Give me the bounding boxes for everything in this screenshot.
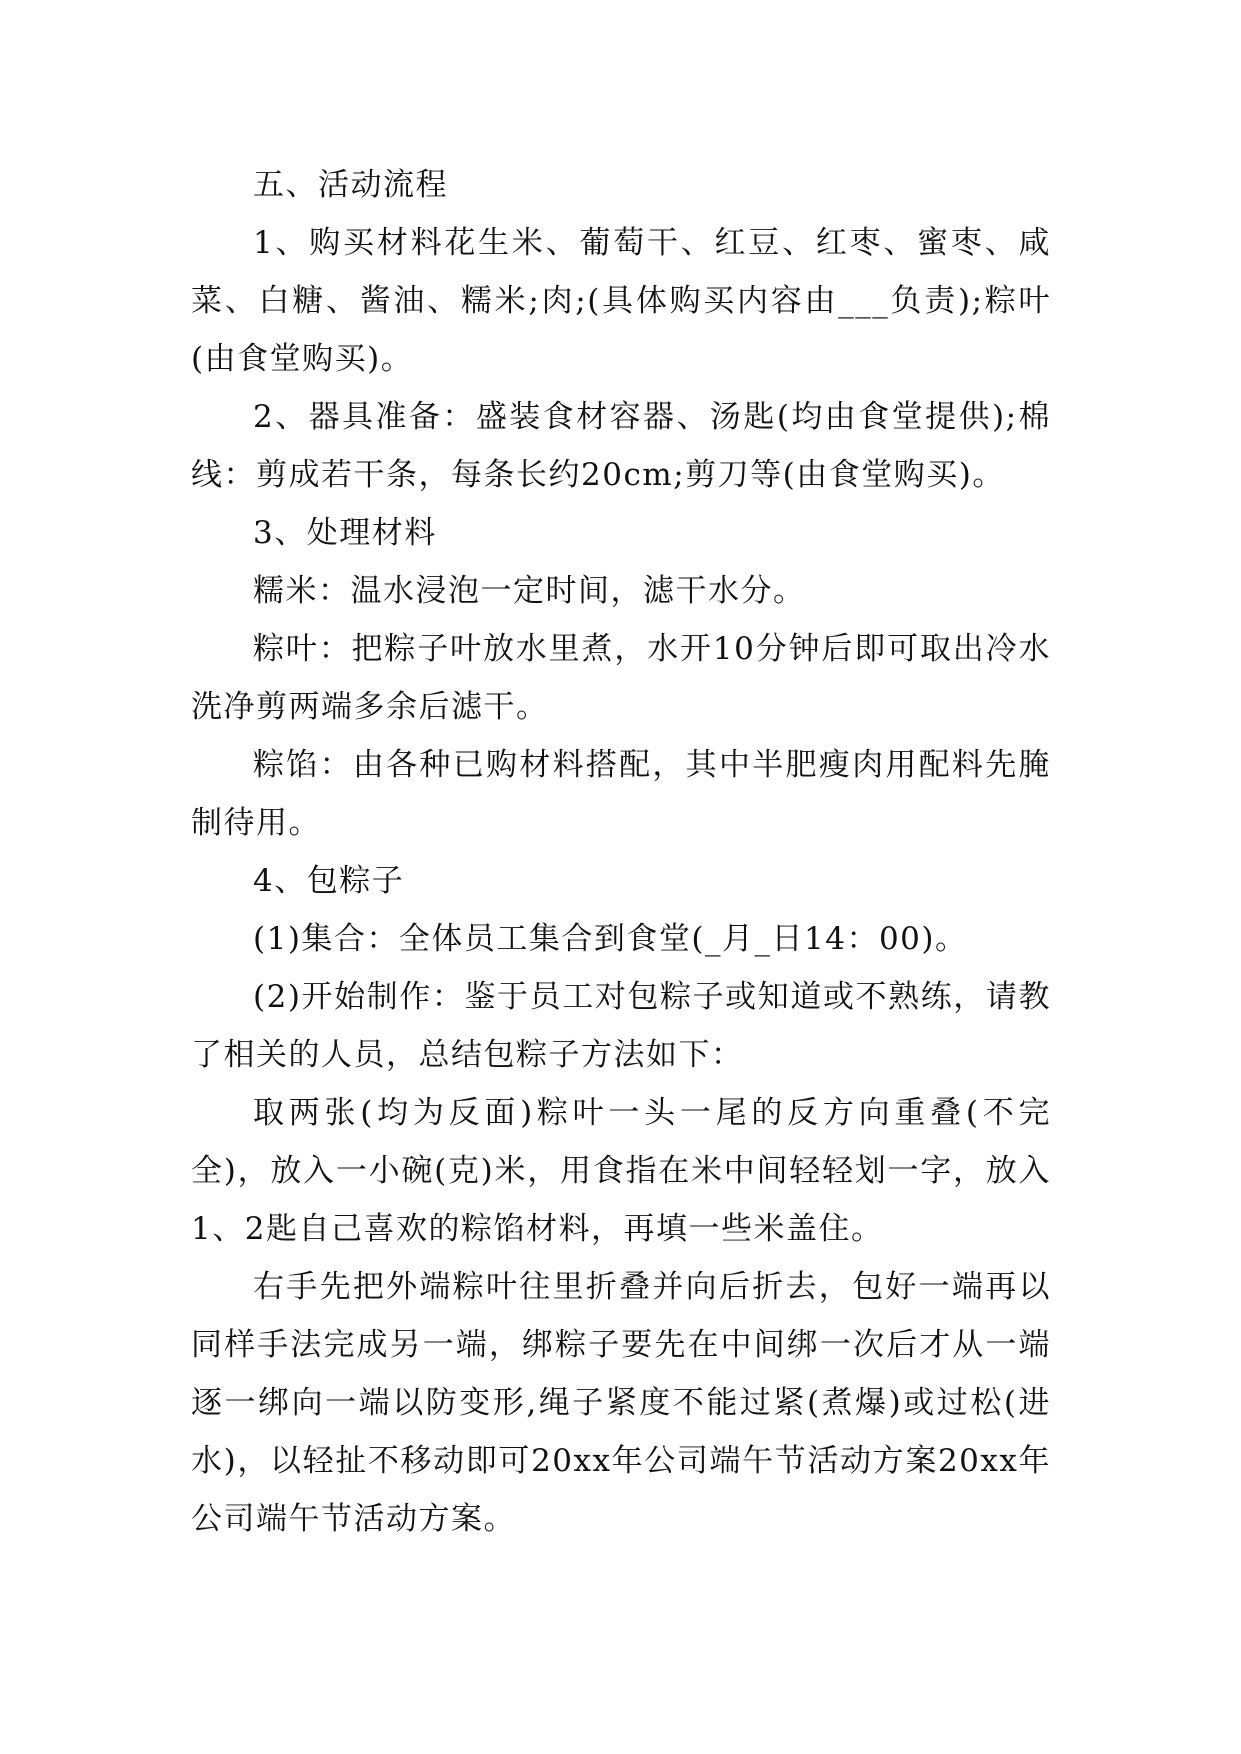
paragraph: 粽馅：由各种已购材料搭配，其中半肥瘦肉用配料先腌制待用。 [191, 747, 1051, 841]
paragraph: 2、器具准备：盛装食材容器、汤匙(均由食堂提供);棉线：剪成若干条，每条长约20cm;剪刀等(由食堂购买)。 [191, 399, 1051, 493]
document-page [191, 156, 1051, 1548]
paragraph: 粽叶：把粽子叶放水里煮，水开10分钟后即可取出冷水洗净剪两端多余后滤干。 [191, 631, 1051, 725]
paragraph: 糯米：温水浸泡一定时间，滤干水分。 [253, 573, 806, 609]
paragraph: 右手先把外端粽叶往里折叠并向后折去，包好一端再以同样手法完成另一端，绑粽子要先在中间绑一次后才从一端逐一绑向一端以防变形,绳子紧度不能过紧(煮爆)或过松(进水)，以轻扯不移动即可20xx年公司端午节活动方案20xx年公司端午节活动方案。 [191, 1269, 1051, 1537]
paragraph: 取两张(均为反面)粽叶一头一尾的反方向重叠(不完全)，放入一小碗(克)米，用食指在米中间轻轻划一字，放入1、2匙自己喜欢的粽馅材料，再填一些米盖住。 [191, 1095, 1051, 1247]
section-heading: 五、活动流程 [253, 167, 448, 203]
paragraph: (1)集合：全体员工集合到食堂(_月_日14：00)。 [253, 921, 968, 957]
paragraph: 1、购买材料花生米、葡萄干、红豆、红枣、蜜枣、咸菜、白糖、酱油、糯米;肉;(具体购买内容由___负责);粽叶(由食堂购买)。 [191, 225, 1051, 377]
subheading: 3、处理材料 [253, 515, 437, 551]
subheading: 4、包粽子 [253, 863, 405, 899]
paragraph: (2)开始制作：鉴于员工对包粽子或知道或不熟练，请教了相关的人员，总结包粽子方法如下： [191, 979, 1051, 1073]
